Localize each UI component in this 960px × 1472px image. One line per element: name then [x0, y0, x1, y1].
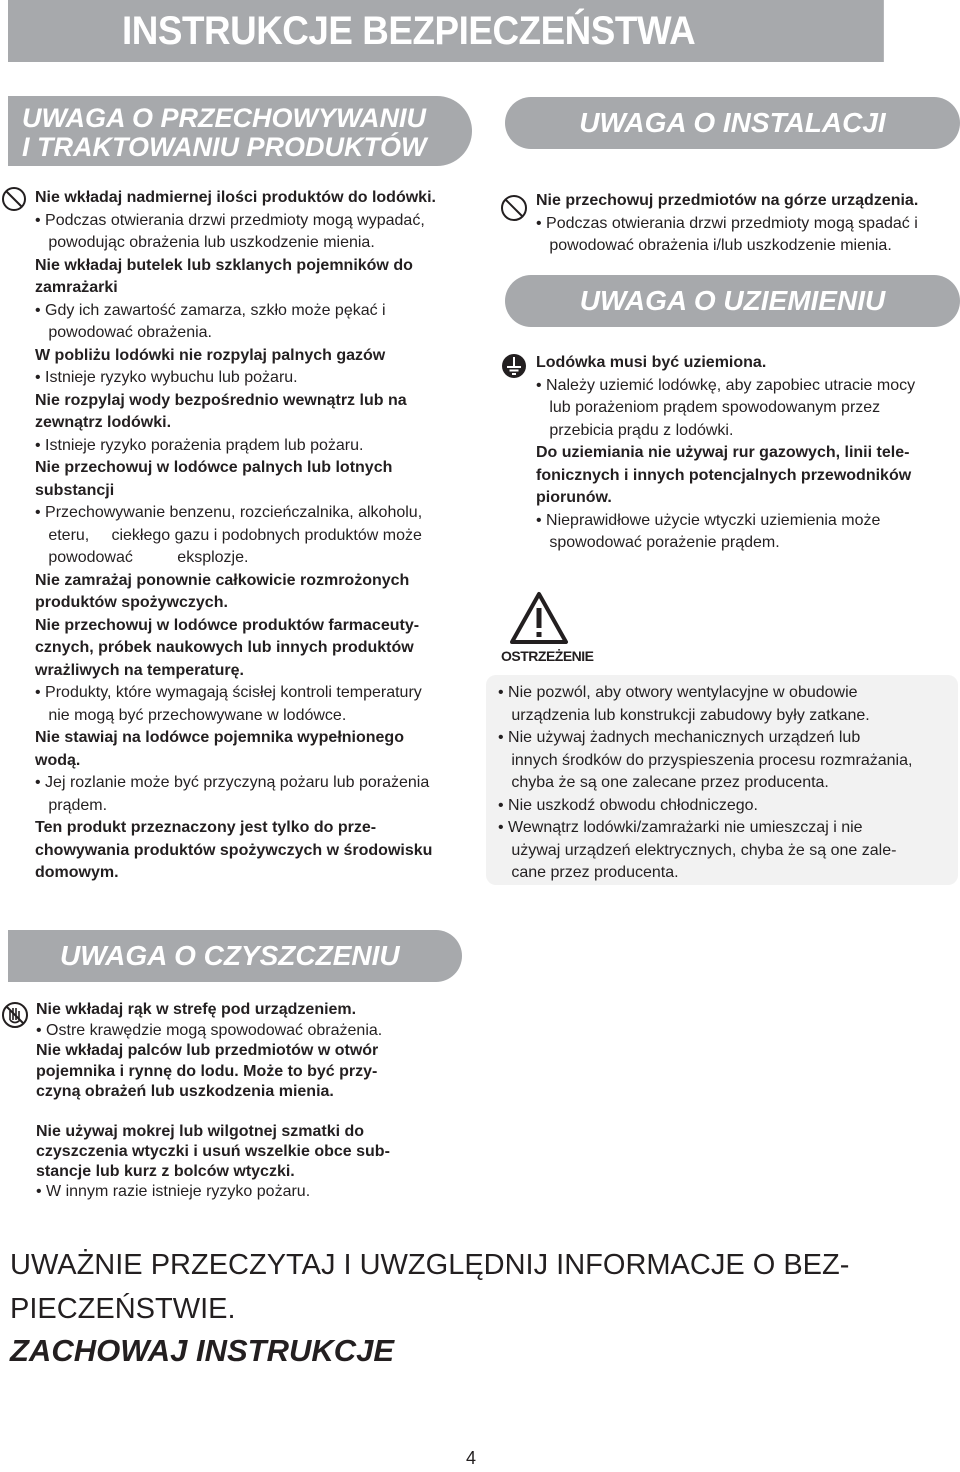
text-line: • Nieprawidłowe użycie wtyczki uziemienia może — [536, 511, 881, 529]
text-line: • W innym razie istnieje ryzyko pożaru. — [36, 1183, 311, 1200]
heading-line: cznych, próbek naukowych lub innych produktów — [35, 639, 414, 656]
warning-text — [498, 682, 958, 885]
heading-line: stancje lub kurz z bolców wtyczki. — [36, 1163, 295, 1180]
no-hand-icon — [0, 1000, 30, 1030]
text-line: powodować obrażenia i/lub uszkodzenie mienia. — [536, 237, 892, 254]
heading-line: Ten produkt przeznaczony jest tylko do prze- — [35, 819, 377, 836]
text-line: • Podczas otwierania drzwi przedmioty mogą wypadać, — [35, 211, 425, 229]
text-line: prądem. — [35, 796, 108, 814]
cleaning-text-2 — [36, 1122, 476, 1202]
text-line: • Ostre krawędzie mogą spowodować obrażenia. — [36, 1021, 383, 1039]
install-section-title — [505, 97, 960, 149]
heading-line: wodą. — [35, 751, 81, 769]
heading-line: produktów spożywczych. — [35, 594, 228, 611]
storage-title-line1: UWAGA O PRZECHOWYWANIU — [22, 103, 426, 133]
storage-title-line2: I TRAKTOWANIU PRODUKTÓW — [22, 132, 427, 162]
heading-line: W pobliżu lodówki nie rozpylaj palnych gazów — [35, 346, 386, 364]
heading-line: Nie stawiaj na lodówce pojemnika wypełnionego — [35, 729, 404, 746]
safety-notice — [10, 1243, 950, 1331]
heading-line: Nie wkładaj butelek lub szklanych pojemników do — [35, 256, 413, 274]
heading-line: Do uziemiania nie używaj rur gazowych, linii tele- — [536, 444, 910, 461]
heading-line: zewnątrz lodówki. — [35, 414, 172, 431]
heading-line: pojemnika i rynnę do lodu. Może to być przy- — [36, 1062, 378, 1080]
heading-line: fonicznych i innych potencjalnych przewodników — [536, 466, 912, 484]
text-line: spowodować porażenie prądem. — [536, 534, 780, 551]
safety-notice-line1: UWAŻNIE PRZECZYTAJ I UWZGLĘDNIJ INFORMACJE O BEZ- — [10, 1249, 850, 1281]
storage-text — [35, 187, 485, 885]
warning-label: OSTRZEŻENIE — [501, 648, 594, 664]
ground-section-title — [505, 275, 960, 327]
heading-line: domowym. — [35, 864, 119, 881]
cleaning-section-title — [8, 930, 462, 982]
text-line: lub porażeniom prądem spowodowanym przez — [536, 399, 881, 416]
ground-text — [536, 352, 960, 555]
heading-line: substancji — [35, 481, 115, 499]
heading-line: zamrażarki — [35, 279, 118, 296]
storage-section-title — [8, 96, 472, 166]
install-text — [536, 190, 960, 258]
heading-line: Nie przechowuj przedmiotów na górze urządzenia. — [536, 192, 919, 209]
text-line: • Istnieje ryzyko wybuchu lub pożaru. — [35, 369, 298, 386]
text-line: • Produkty, które wymagają ścisłej kontroli temperatury — [35, 684, 422, 701]
text-line: używaj urządzeń elektrycznych, chyba że są one zale- — [498, 841, 897, 859]
heading-line: Nie wkładaj palców lub przedmiotów w otwór — [36, 1042, 379, 1059]
heading-line: wrażliwych na temperaturę. — [35, 661, 244, 679]
text-line: • Jej rozlanie może być przyczyną pożaru lub porażenia — [35, 774, 430, 791]
install-title: UWAGA O INSTALACJI — [579, 107, 886, 138]
text-line: • Nie pozwól, aby otwory wentylacyjne w obudowie — [498, 684, 858, 701]
text-line: nie mogą być przechowywane w lodówce. — [35, 706, 347, 724]
warning-triangle-icon — [508, 590, 570, 646]
text-line: • Należy uziemić lodówkę, aby zapobiec utracie mocy — [536, 376, 916, 394]
page-title: INSTRUKCJE BEZPIECZEŃSTWA — [8, 0, 884, 62]
text-line: • Podczas otwierania drzwi przedmioty mogą spadać i — [536, 214, 918, 232]
text-line: powodując obrażenia lub uszkodzenie mienia. — [35, 234, 375, 251]
heading-line: Nie przechowuj w lodówce palnych lub lotnych — [35, 459, 393, 476]
text-line: • Wewnątrz lodówki/zamrażarki nie umieszczaj i nie — [498, 819, 863, 836]
heading-line: Nie przechowuj w lodówce produktów farmaceuty- — [35, 616, 420, 634]
safety-notice-line2: PIECZEŃSTWIE. — [10, 1293, 236, 1325]
text-line: cane przez producenta. — [498, 864, 679, 881]
cleaning-title: UWAGA O CZYSZCZENIU — [60, 940, 400, 971]
text-line: • Nie uszkodź obwodu chłodniczego. — [498, 796, 758, 814]
heading-line: Nie używaj mokrej lub wilgotnej szmatki do — [36, 1123, 365, 1140]
text-line: eteru, ciekłego gazu i podobnych produktów może — [35, 526, 422, 544]
text-line: • Istnieje ryzyko porażenia prądem lub pożaru. — [35, 436, 364, 454]
text-line: chyba że są one zalecane przez producenta. — [498, 774, 829, 791]
prohibited-icon — [0, 185, 28, 213]
text-line: • Gdy ich zawartość zamarza, szkło może pękać i — [35, 301, 386, 319]
heading-line: czyną obrażeń lub uszkodzenia mienia. — [36, 1083, 334, 1100]
heading-line: Nie wkładaj nadmiernej ilości produktów do lodówki. — [35, 189, 436, 206]
prohibited-icon — [499, 193, 529, 223]
heading-line: piorunów. — [536, 489, 612, 506]
ground-icon — [500, 352, 528, 380]
ground-title: UWAGA O UZIEMIENIU — [579, 285, 886, 316]
keep-instructions: ZACHOWAJ INSTRUKCJE — [10, 1333, 395, 1368]
text-line: • Nie używaj żadnych mechanicznych urządzeń lub — [498, 729, 861, 746]
text-line: powodować eksplozje. — [35, 549, 249, 566]
text-line: przebicia prądu z lodówki. — [536, 421, 734, 439]
heading-line: chowywania produktów spożywczych w środowisku — [35, 841, 433, 859]
cleaning-text-1 — [36, 1000, 476, 1103]
heading-line: Nie zamrażaj ponownie całkowicie rozmrożonych — [35, 571, 410, 589]
heading-line: Lodówka musi być uziemiona. — [536, 354, 767, 371]
heading-line: Nie rozpylaj wody bezpośrednio wewnątrz lub na — [35, 391, 407, 409]
text-line: urządzenia lub konstrukcji zabudowy były zatkane. — [498, 706, 870, 724]
heading-line: czyszczenia wtyczki i usuń wszelkie obce sub- — [36, 1143, 390, 1160]
text-line: innych środków do przyspieszenia procesu rozmrażania, — [498, 751, 913, 769]
page-number: 4 — [466, 1448, 477, 1468]
heading-line: Nie wkładaj rąk w strefę pod urządzeniem. — [36, 1001, 357, 1018]
text-line: • Przechowywanie benzenu, rozcieńczalnika, alkoholu, — [35, 504, 423, 521]
text-line: powodować obrażenia. — [35, 324, 212, 341]
